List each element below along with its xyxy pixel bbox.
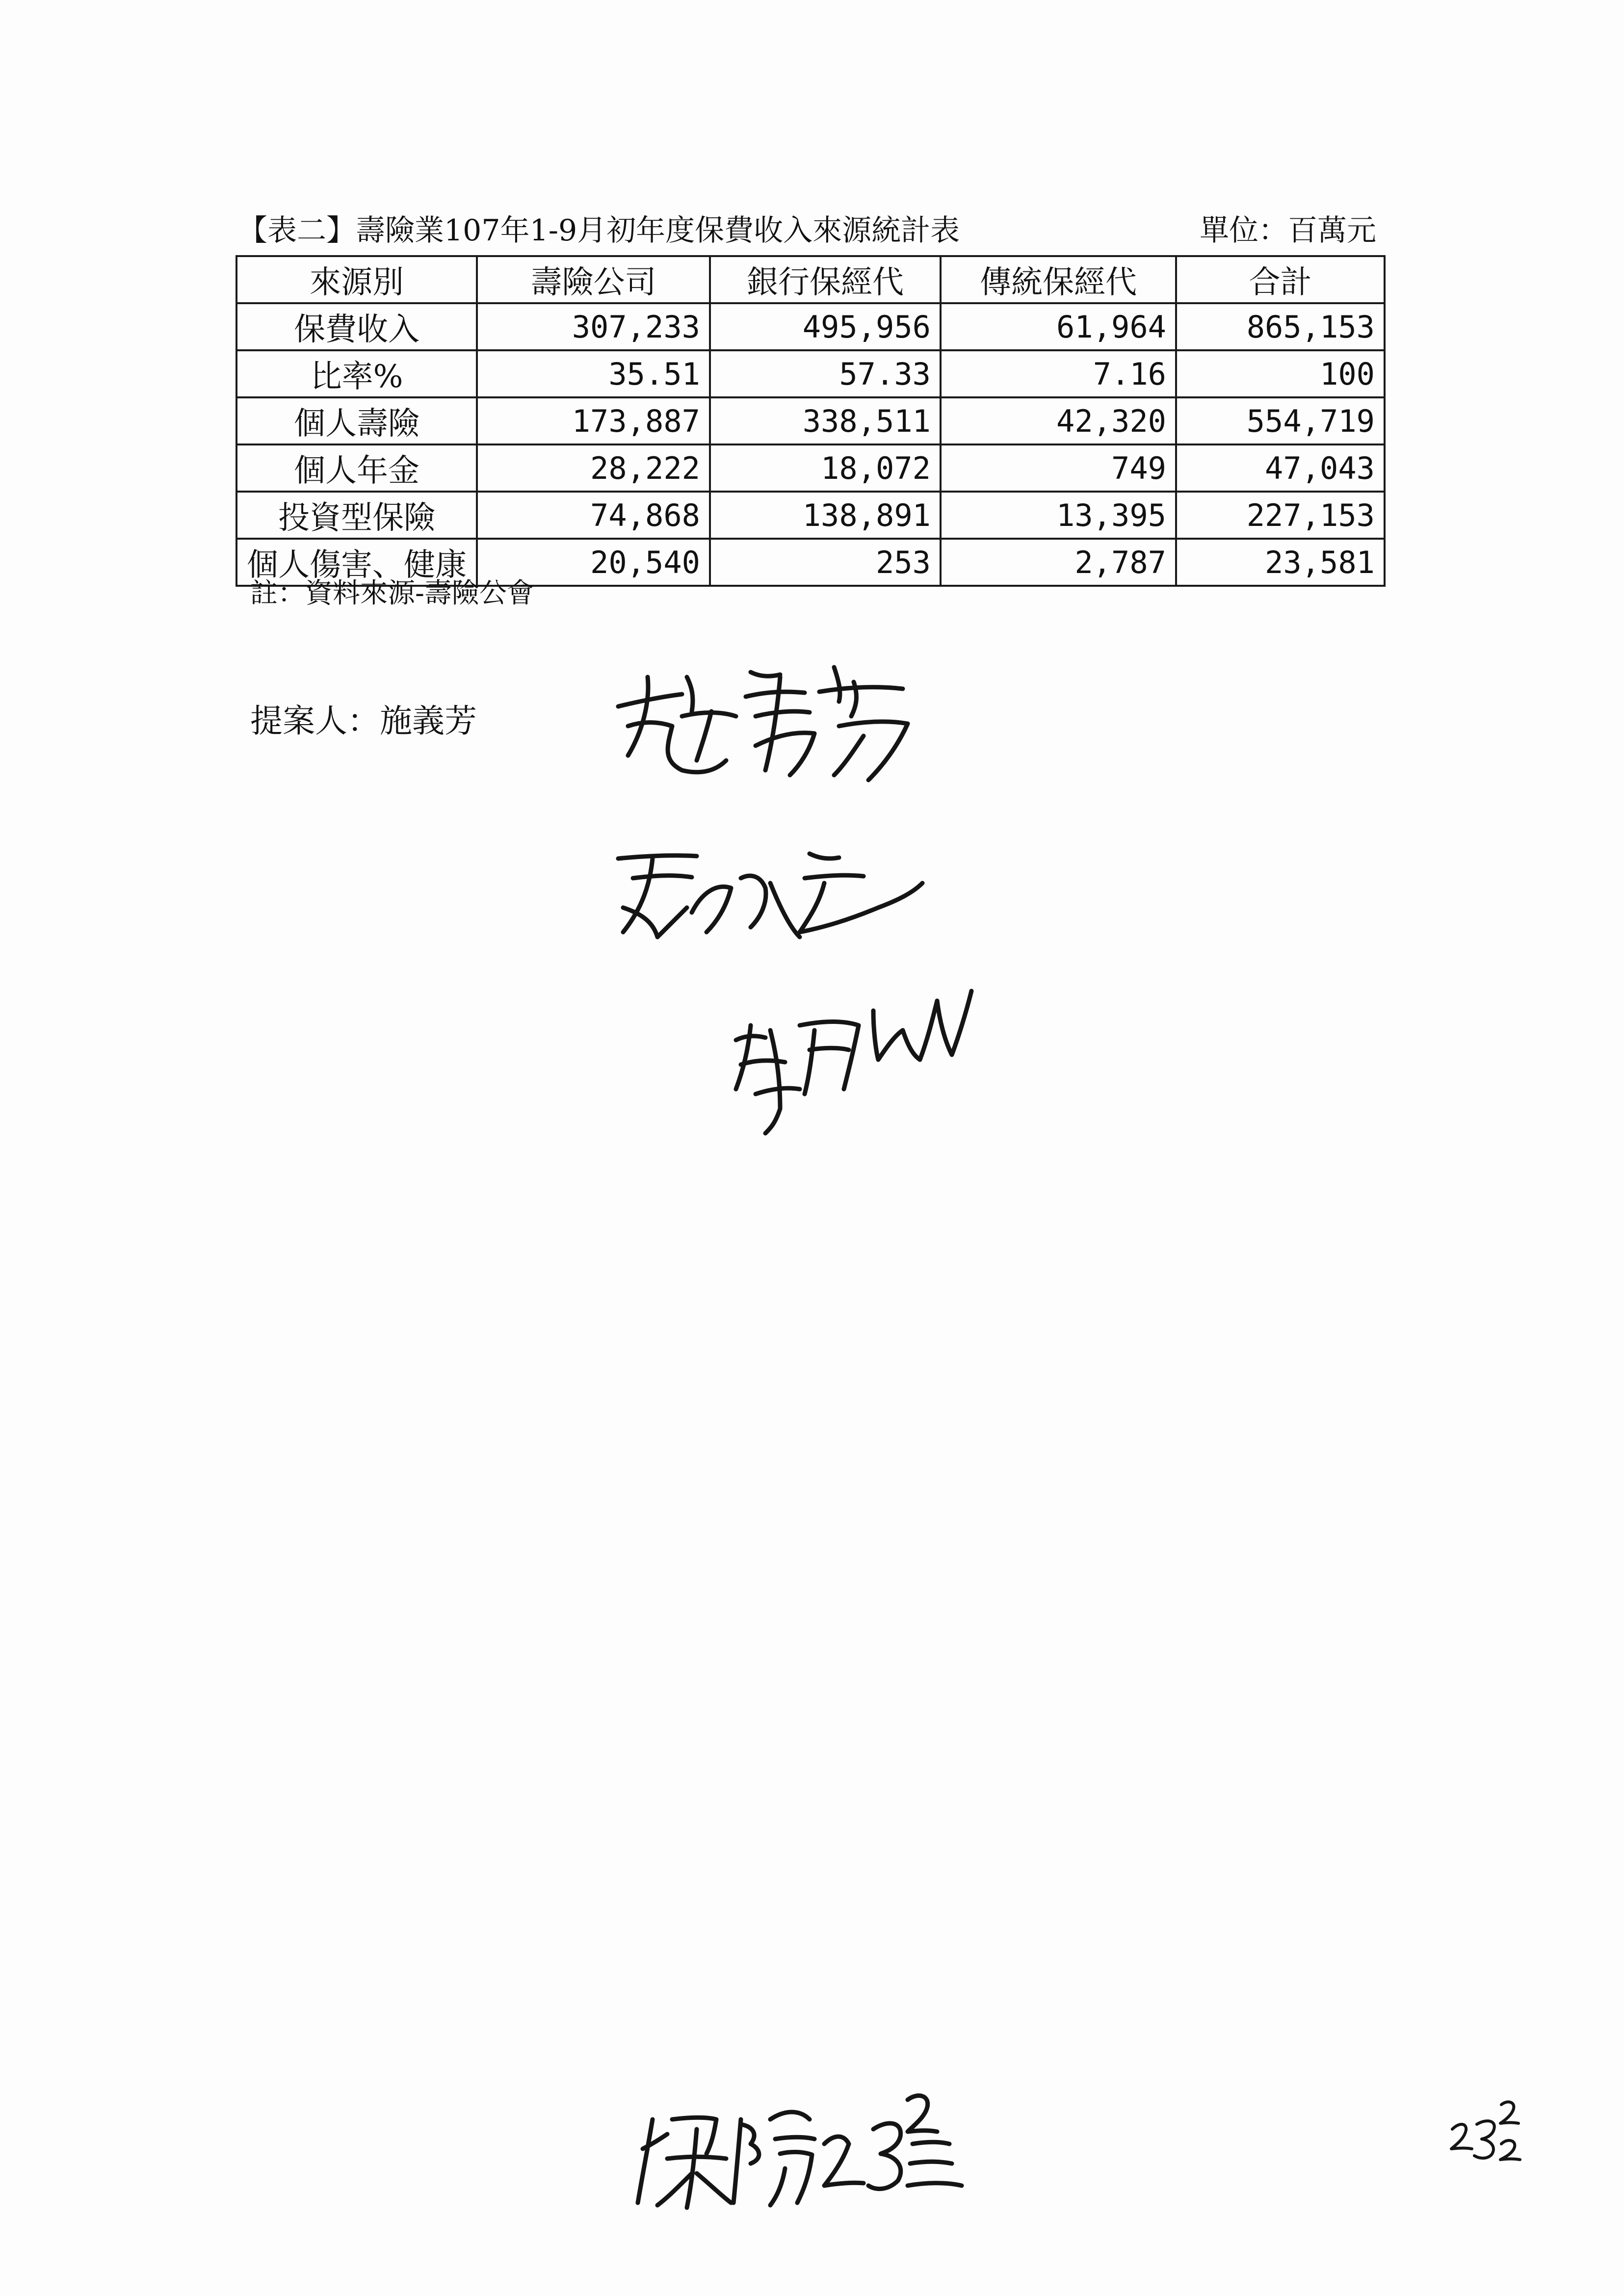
table-row	[236, 350, 1385, 397]
table-cell: 47,043	[1176, 444, 1385, 492]
table-cell: 7.16	[941, 350, 1176, 397]
handwritten-signature-3	[726, 981, 981, 1138]
table-cell: 2,787	[941, 539, 1176, 586]
table-cell: 35.51	[477, 350, 710, 397]
table-cell: 495,956	[710, 303, 941, 350]
table-cell: 74,868	[477, 492, 710, 539]
row-label: 投資型保險	[236, 492, 477, 539]
column-header: 壽險公司	[477, 256, 710, 303]
handwritten-bottom-annotation	[633, 2090, 976, 2218]
row-label: 個人傷害、健康	[236, 539, 477, 586]
table-cell: 13,395	[941, 492, 1176, 539]
handwritten-signature-1	[608, 648, 922, 795]
table-cell: 23,581	[1176, 539, 1385, 586]
table-cell: 865,153	[1176, 303, 1385, 350]
table-cell: 307,233	[477, 303, 710, 350]
table-cell: 57.33	[710, 350, 941, 397]
table-cell: 253	[710, 539, 941, 586]
table-cell: 61,964	[941, 303, 1176, 350]
table-cell: 28,222	[477, 444, 710, 492]
table-cell: 173,887	[477, 397, 710, 444]
table-row	[236, 303, 1385, 350]
table-cell: 18,072	[710, 444, 941, 492]
column-header: 傳統保經代	[941, 256, 1176, 303]
table-header-row	[236, 256, 1385, 303]
row-label: 比率%	[236, 350, 477, 397]
source-note: 註：資料來源-壽險公會	[250, 577, 534, 609]
table-cell: 42,320	[941, 397, 1176, 444]
row-label: 個人年金	[236, 444, 477, 492]
table-title-line	[238, 209, 1376, 253]
proposer-line: 提案人：施義芳	[250, 702, 477, 740]
table-cell: 227,153	[1176, 492, 1385, 539]
row-label: 保費收入	[236, 303, 477, 350]
column-header: 合計	[1176, 256, 1385, 303]
premium-source-table	[236, 255, 1386, 587]
row-label: 個人壽險	[236, 397, 477, 444]
table-cell: 20,540	[477, 539, 710, 586]
table-row	[236, 444, 1385, 492]
column-header: 來源別	[236, 256, 477, 303]
handwritten-signature-2	[603, 834, 927, 962]
table-row	[236, 397, 1385, 444]
table-cell: 138,891	[710, 492, 941, 539]
table-row	[236, 492, 1385, 539]
table-cell: 749	[941, 444, 1176, 492]
handwritten-page-mark	[1447, 2095, 1531, 2164]
table-unit: 單位：百萬元	[1200, 213, 1376, 248]
table-cell: 100	[1176, 350, 1385, 397]
table-title: 【表二】壽險業107年1-9月初年度保費收入來源統計表	[238, 213, 960, 248]
column-header: 銀行保經代	[710, 256, 941, 303]
table-cell: 554,719	[1176, 397, 1385, 444]
table-cell: 338,511	[710, 397, 941, 444]
